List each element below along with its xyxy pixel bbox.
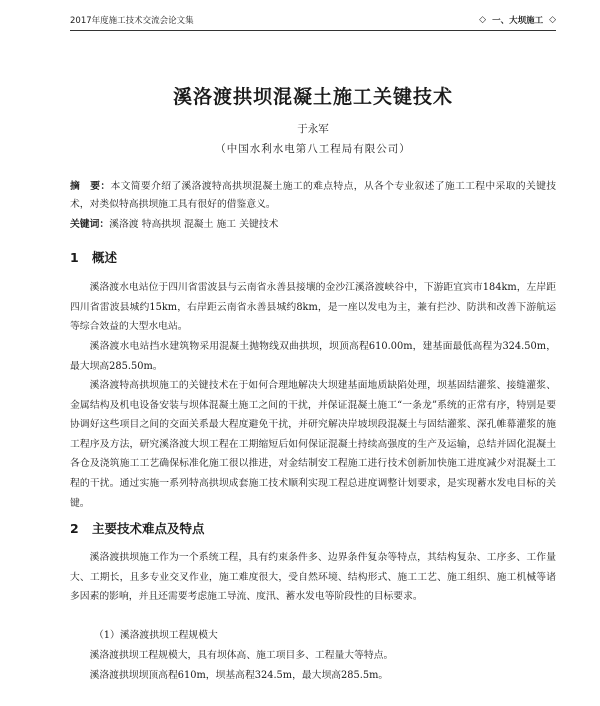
section-number: 1 — [70, 250, 79, 265]
author-affiliation: （中国水利水电第八工程局有限公司） — [215, 143, 411, 155]
header-rule — [70, 30, 556, 31]
running-head — [70, 10, 556, 30]
paper-title: 溪洛渡拱坝混凝土施工关键技术 — [172, 86, 453, 108]
running-head-right — [479, 14, 556, 26]
section-heading-1 — [70, 248, 117, 266]
abstract-text: 本文简要介绍了溪洛渡特高拱坝混凝土施工的难点特点，从各个专业叙述了施工工程中采取的关键技术，对类似特高拱坝施工具有很好的借鉴意义。 — [70, 181, 557, 210]
list-item: （1）溪洛渡拱坝工程规模大 — [94, 630, 218, 641]
section-title: 概述 — [92, 250, 118, 265]
running-head-left: 2017年度施工技术交流会论文集 — [70, 16, 194, 26]
paragraph: 溪洛渡水电站挡水建筑物采用混凝土抛物线双曲拱坝，坝顶高程610.00m，建基面最低高程为324.50m，最大坝高285.50m。 — [70, 341, 556, 372]
keywords-text: 溪洛渡 特高拱坝 混凝土 施工 关键技术 — [109, 219, 279, 230]
paragraph: 溪洛渡特高拱坝施工的关键技术在于如何合理地解决大坝建基面地质缺陷处理，坝基固结灌浆、接缝灌浆、金属结构及机电设备安装与坝体混凝土施工之间的干扰，并保证混凝土施工“一条龙”系统的正常有序，特别是要协调好这些项目之间的交面关系最大程度避免干扰，并研究解决岸坡坝段混凝土与固结灌浆、深孔帷幕灌浆的施工程序及方法，研究溪洛渡大坝工程在工期缩短后如何保证混凝土持续高强度的生产及运输，总结并固化混凝土各仓及浇筑施工工艺确保标准化施工很以推进，对金结制安工程施工进行技术创新加快施工进度减少对混凝土工程的干扰。通过实施一系列特高拱坝成套施工技术顺利实现工程总进度调整计划要求，是实现蓄水发电目标的关键。 — [70, 380, 556, 509]
keywords — [70, 216, 556, 234]
abstract — [70, 178, 556, 214]
section-heading-2 — [70, 519, 205, 537]
paragraph: 溪洛渡拱坝坝顶高程610m，坝基高程324.5m，最大坝高285.5m。 — [89, 670, 389, 681]
paragraph: 溪洛渡拱坝施工作为一个系统工程，具有约束条件多、边界条件复杂等特点，其结构复杂、工序多、工作量大、工期长，且多专业交叉作业，施工难度很大，受自然环境、结构形式、施工工艺、施工组织、施工机械等诸多因素的影响，并且还需要考虑施工导流、度汛、蓄水发电等阶段性的目标要求。 — [70, 552, 556, 603]
paragraph: 溪洛渡水电站位于四川省雷波县与云南省永善县接壤的金沙江溪洛渡峡谷中，下游距宜宾市184km，左岸距四川省雷波县城约15km，右岸距云南省永善县城约8km，是一座以发电为主，兼有拦沙、防洪和改善下游航运等综合效益的大型水电站。 — [70, 282, 556, 333]
abstract-label: 摘 要： — [70, 181, 111, 192]
paragraph: 溪洛渡拱坝工程规模大，具有坝体高、施工项目多、工程量大等特点。 — [89, 650, 394, 661]
diamond-outline-icon: ◇ — [549, 15, 556, 25]
diamond-outline-icon: ◇ — [479, 15, 487, 25]
author-name: 于永军 — [297, 123, 329, 135]
keywords-label: 关键词： — [70, 219, 110, 230]
section-number: 2 — [70, 521, 79, 536]
running-head-section: 一、大坝施工 — [492, 16, 544, 26]
section-title: 主要技术难点及特点 — [92, 521, 205, 536]
